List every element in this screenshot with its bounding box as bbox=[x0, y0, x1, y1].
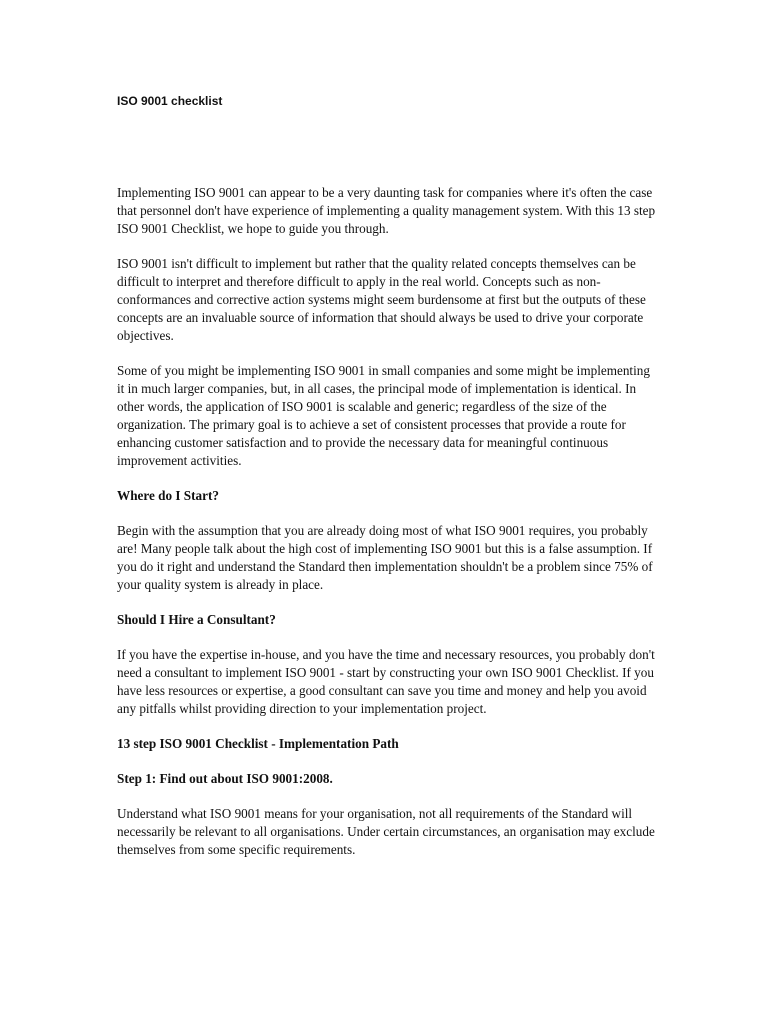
concepts-paragraph: ISO 9001 isn't difficult to implement but rather that the quality related concepts themselves can be difficult to interpret and therefore difficult to apply in the real world. Concepts such as non-conformances and corrective action systems might seem burdensome at first but the outputs of these concepts are an invaluable source of information that should always be used to drive your corporate objectives. bbox=[117, 256, 646, 343]
consultant-paragraph: If you have the expertise in-house, and you have the time and necessary resources, you probably don't need a consultant to implement ISO 9001 - start by constructing your own ISO 9001 Checklist. If you have less resources or expertise, a good consultant can save you time and money and help you avoid any pitfalls whilst providing direction to your implementation project. bbox=[117, 647, 655, 716]
document-body bbox=[117, 184, 657, 876]
section-heading-implementation-path: 13 step ISO 9001 Checklist - Implementation Path bbox=[117, 736, 399, 751]
section-heading-where-to-start: Where do I Start? bbox=[117, 488, 219, 503]
scalability-paragraph: Some of you might be implementing ISO 9001 in small companies and some might be implementing it in much larger companies, but, in all cases, the principal mode of implementation is identical. In other words, the application of ISO 9001 is scalable and generic; regardless of the size of the organization. The primary goal is to achieve a set of consistent processes that provide a route for enhancing customer satisfaction and to provide the necessary data for meaningful continuous improvement activities. bbox=[117, 363, 650, 468]
section-heading-hire-consultant: Should I Hire a Consultant? bbox=[117, 612, 276, 627]
intro-paragraph: Implementing ISO 9001 can appear to be a very daunting task for companies where it's often the case that personnel don't have experience of implementing a quality management system. With this 13 step ISO 9001 Checklist, we hope to guide you through. bbox=[117, 185, 656, 236]
step-1-heading: Step 1: Find out about ISO 9001:2008. bbox=[117, 771, 333, 786]
step-1-paragraph: Understand what ISO 9001 means for your organisation, not all requirements of the Standard will necessarily be relevant to all organisations. Under certain circumstances, an organisation may exclude themselves from some specific requirements. bbox=[117, 806, 655, 857]
where-to-start-paragraph: Begin with the assumption that you are already doing most of what ISO 9001 requires, you probably are! Many people talk about the high cost of implementing ISO 9001 but this is a false assumption. If you do it right and understand the Standard then implementation shouldn't be a problem since 75% of your quality system is already in place. bbox=[117, 523, 653, 592]
document-title: ISO 9001 checklist bbox=[117, 94, 223, 108]
